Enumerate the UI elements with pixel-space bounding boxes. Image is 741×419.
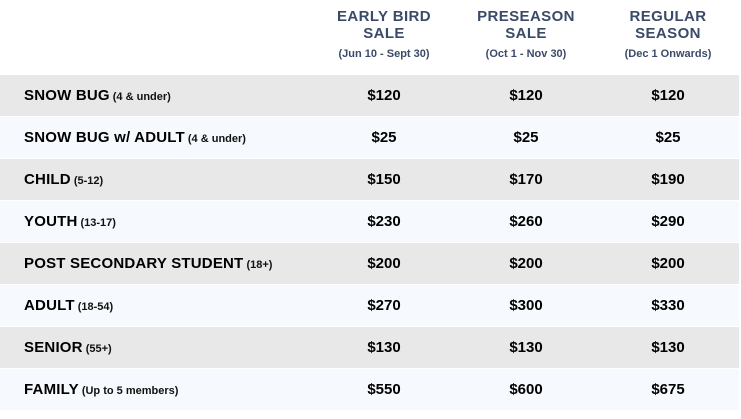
row-label-text: ADULT [24,296,75,314]
price-regular-season: $130 [597,327,739,369]
table-row [0,117,741,159]
table-row [0,159,741,201]
row-label-family [0,369,313,411]
table-row [0,285,741,327]
column-title-line1: EARLY BIRD [336,8,432,25]
price-preseason: $300 [455,285,597,327]
row-label-youth [0,201,313,243]
table-row [0,201,741,243]
row-label-note: (4 & under) [112,90,171,103]
header-spacer [0,0,313,75]
row-label-adult [0,285,313,327]
column-title-line2: SEASON [635,25,701,42]
row-label-note: (55+) [85,342,112,355]
column-header-early-bird [313,0,455,75]
row-label-senior [0,327,313,369]
price-preseason: $170 [455,159,597,201]
column-subtitle: (Jun 10 - Sept 30) [338,48,430,60]
price-preseason: $260 [455,201,597,243]
table-body [0,75,741,411]
row-label-note: (5-12) [73,174,104,187]
table-row [0,243,741,285]
price-regular-season: $330 [597,285,739,327]
row-label-note: (Up to 5 members) [81,384,179,397]
column-header-preseason [455,0,597,75]
row-label-note: (4 & under) [187,132,246,145]
price-preseason: $25 [455,117,597,159]
column-subtitle: (Oct 1 - Nov 30) [485,48,567,60]
row-label-text: FAMILY [24,380,79,398]
price-regular-season: $190 [597,159,739,201]
column-title-line1: PRESEASON [477,8,575,25]
price-regular-season: $120 [597,75,739,117]
price-early-bird: $230 [313,201,455,243]
price-preseason: $200 [455,243,597,285]
price-early-bird: $130 [313,327,455,369]
table-row [0,327,741,369]
row-label-text: SNOW BUG w/ ADULT [24,128,185,146]
row-label-note: (13-17) [80,216,116,229]
price-regular-season: $200 [597,243,739,285]
row-label-snow-bug-with-adult [0,117,313,159]
column-title-line2: SALE [363,25,405,42]
price-preseason: $120 [455,75,597,117]
row-label-note: (18-54) [77,300,114,313]
row-label-text: CHILD [24,170,71,188]
price-early-bird: $25 [313,117,455,159]
column-header-regular-season [597,0,739,75]
column-title-line2: SALE [505,25,547,42]
price-early-bird: $550 [313,369,455,411]
table-header [0,0,741,75]
column-title-line1: REGULAR [629,8,707,25]
price-regular-season: $25 [597,117,739,159]
row-label-snow-bug [0,75,313,117]
price-early-bird: $150 [313,159,455,201]
table-row [0,369,741,411]
row-label-note: (18+) [246,258,273,271]
row-label-text: POST SECONDARY STUDENT [24,254,244,272]
row-label-text: YOUTH [24,212,78,230]
price-early-bird: $200 [313,243,455,285]
price-regular-season: $675 [597,369,739,411]
price-preseason: $600 [455,369,597,411]
row-label-text: SNOW BUG [24,86,110,104]
price-early-bird: $120 [313,75,455,117]
table-row [0,75,741,117]
price-preseason: $130 [455,327,597,369]
row-label-text: SENIOR [24,338,83,356]
row-label-post-secondary-student [0,243,313,285]
column-subtitle: (Dec 1 Onwards) [624,48,712,60]
price-early-bird: $270 [313,285,455,327]
price-regular-season: $290 [597,201,739,243]
row-label-child [0,159,313,201]
